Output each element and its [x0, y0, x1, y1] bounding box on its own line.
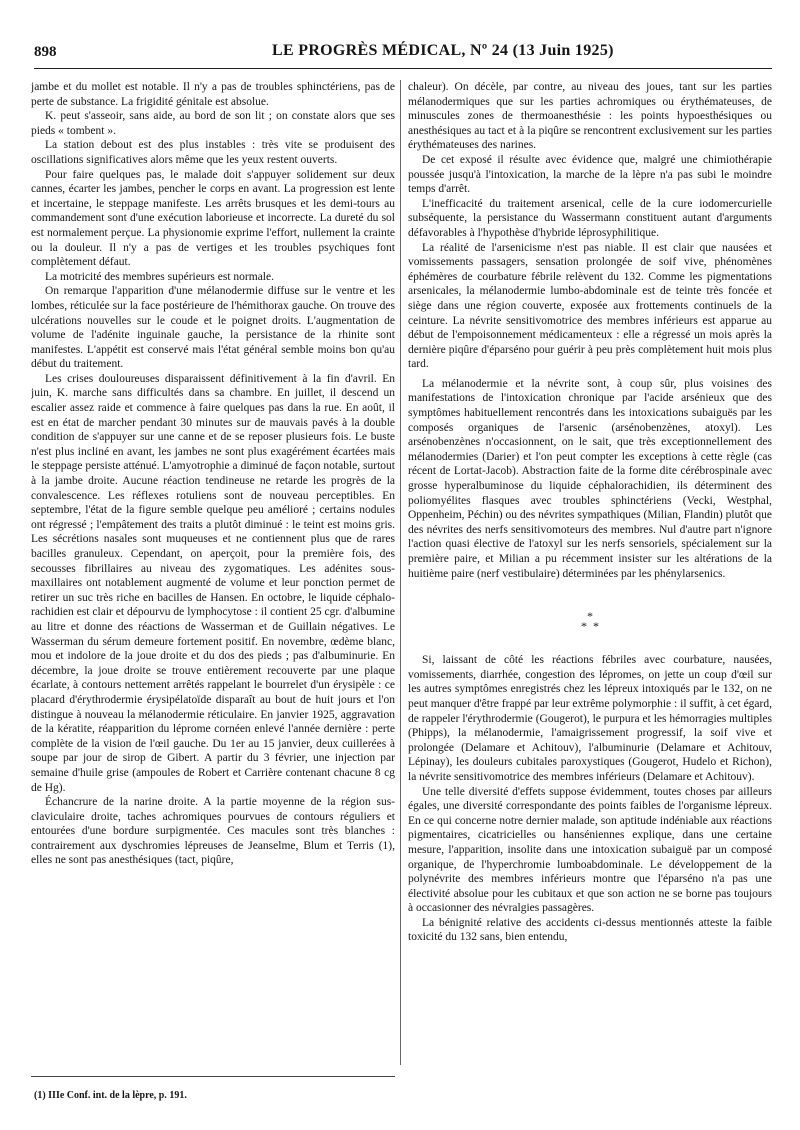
page-number: 898	[34, 44, 57, 60]
paragraph: La bénignité relative des accidents ci-dessus mentionnés atteste la faible toxicité du 132 sans, bien entendu,	[408, 916, 772, 944]
left-column	[31, 80, 395, 1068]
paragraph: La station debout est des plus instables : très vite se produisent des oscillations significatives alors même que les yeux restent ouverts.	[31, 139, 395, 166]
paragraph: La motricité des membres supérieurs est normale.	[45, 270, 274, 283]
paragraph: La mélanodermie et la névrite sont, à coup sûr, plus voisines des manifestations de l'intoxication chronique par l'acide arsénieux que des symptômes habituellement rencontrés dans les intoxications subaiguës par les composés organiques de l'arsenic (arsénobenzènes, atoxyl). Les arsénobenzènes n'occasionnent, on le sait, que très exceptionnellement des mélanodermies (Darier) et l'on peut compter les exceptions à cette règle (cas récent de Lortat-Jacob). Abstraction faite de la forme dite cérébrospinale avec grosse hyperalbuminose du liquide céphalorachidien, ils déterminent des poliomyélites flasques avec troubles sphinctériens (Vecki, Westphal, Oppenheim, Péchin) ou des névrites sympathiques (Milian, Flandin) plutôt que des névrites des nerfs sensitivomoteurs des membres. Nul d'autre part n'ignore l'action quasi élective de l'atoxyl sur les nerfs sensoriels, spécialement sur la première paire, et Milian a pu récemment insister sur les altérations de la huitième paire (nerf vestibulaire) déterminées par les phénylarsenics.	[408, 377, 772, 580]
section-asterism	[408, 609, 772, 634]
page-header	[34, 42, 768, 66]
paragraph: Si, laissant de côté les réactions fébriles avec courbature, nausées, vomissements, diarrhée, congestion des lépromes, on jette un coup d'œil sur les autres symptômes enregistrés chez les lépreux intoxiqués par le 132, on ne peut manquer d'être frappé par leur extrême polymorphie : il suffit, à cet égard, de rappeler l'érythrodermie (Gougerot), le purpura et les hémorragies multiples (Phipps), la mélanodermie, l'amaigrissement progressif, la soif vive et prolongée (Delamare et Achitouv), l'albuminurie (Delamare et Achitouv, Lépinay), les douleurs cubitales paroxystiques (Gougerot, Hudelo et Richon), la névrite sensitivomotrice des membres inférieurs (Delamare et Achitouv).	[408, 654, 772, 783]
footnote: (1) IIIe Conf. int. de la lèpre, p. 191.	[34, 1090, 187, 1101]
paragraph: Les crises douloureuses disparaissent définitivement à la fin d'avril. En juin, K. marche sans difficultés dans sa chambre. En juillet, il descend un escalier assez raide et commence à faire quelques pas dans la rue. En août, il est en état de marcher pendant 30 minutes sur de mauvais pavés à la double condition de s'appuyer sur une canne et de se reposer plusieurs fois. Le buste n'est plus incliné en avant, les jambes ne sont plus exagérément écartées mais le steppage persiste atténué. L'amyotrophie a diminué de façon notable, surtout à la jambe droite. Aucune réaction tendineuse ne retarde les progrès de la convalescence. Les réflexes rotuliens sont de nouveau perceptibles. En septembre, l'état de la figure semble quelque peu amélioré ; certains nodules ont régressé ; l'empâtement des traits a plutôt diminué : le teint est moins gris. Les sécrétions nasales sont muqueuses et ne contiennent plus que de rares bacilles granuleux. Cependant, on aperçoit, pour la première fois, des secousses fibrillaires au niveau des zygomatiques. Les adénites sous-maxillaires ont notablement augmenté de volume et leur ponction permet de retirer un suc très riche en bacilles de Hansen. En octobre, le liquide céphalo-rachidien est clair et dépourvu de lymphocytose : il contient 25 cgr. d'albumine au litre et donne des réactions de Wasserman et de Guillain négatives. Le Wasserman du sérum demeure fortement positif. En novembre, œdème blanc, mou et indolore de la joue droite et du dos des pieds ; pas d'albuminurie. En décembre, la joue droite se trouve entièrement recouverte par une plaque écarlate, à contours nettement arrêtés rappelant le bourrelet d'un érysipèle : ce placard d'érythrodermie érysipélatoïde disparaît au bout de huit jours et l'on distingue à nouveau la mélanodermie réticulaire. En janvier 1925, aggravation de la kératite, réapparition du léprome cornéen enlevé l'année dernière : perte complète de la vision de l'œil gauche. Du 1er au 15 janvier, deux cuillerées à soupe par jour de sirop de Gibert. A partir du 3 février, une injection par semaine d'huile grise (ampoules de Robert et Carrière contenant chacune 8 cg de Hg).	[31, 372, 395, 794]
header-rule	[34, 68, 772, 69]
paragraph: L'inefficacité du traitement arsenical, celle de la cure iodomercurielle subséquente, la persistance du Wassermann constituent autant d'arguments défavorables à l'hypothèse d'hybride léprosyphilitique.	[408, 197, 772, 239]
paragraph: La réalité de l'arsenicisme n'est pas niable. Il est clair que nausées et vomissements passagers, sensation prolongée de soif vive, phénomènes éphémères de courbature fébrile relèvent du 132. Comme les pigmentations arsenicales, la mélanodermie lumbo-abdominale est de teinte très foncée et siège dans une région couverte, exposée aux frottements continuels de la ceinture. La névrite sensitivomotrice des membres inférieurs est apparue au début de l'empoisonnement médicamenteux : elle a régressé un mois après la dernière piqûre d'éparséno pour guérir à peu près complètement huit mois plus tard.	[408, 241, 772, 371]
paragraph: Échancrure de la narine droite. A la partie moyenne de la région sus-claviculaire droite, taches achromiques pourvues de contours réguliers et entourées d'une bordure surpigmentée. Ces macules sont très blanches : contrairement aux dyschromies lépreuses de Jeanselme, Blum et Terris (1), elles ne sont pas anesthésiques (tact, piqûre,	[31, 796, 395, 867]
paragraph: chaleur). On décèle, par contre, au niveau des joues, tant sur les parties mélanodermiques que sur les parties achromiques ou érythémateuses, de minuscules zones de thermoanesthésie : les points hypoesthésiques ou anesthésiques au tact et à la piqûre se rencontrent exclusivement sur les parties érythémateuses des narines.	[408, 81, 772, 152]
paragraph: De cet exposé il résulte avec évidence que, malgré une chimiothérapie poussée jusqu'à l'intoxication, la marche de la lèpre n'a pas subi le moindre temps d'arrêt.	[408, 153, 772, 196]
asterism-star: *	[593, 619, 599, 634]
asterism-star: *	[581, 619, 587, 634]
asterism-star-pair	[408, 619, 772, 634]
paragraph: K. peut s'asseoir, sans aide, au bord de son lit ; on constate alors que ses pieds « tombent ».	[31, 110, 395, 137]
paragraph: On remarque l'apparition d'une mélanodermie diffuse sur le ventre et les lombes, réticulée sur la face postérieure de l'hémithorax gauche. On trouve des ulcérations nouvelles sur le coude et le poignet droits. L'augmentation de volume de l'adénite inguinale gauche, la persistance de la rhinite sont manifestes. L'appétit est conservé mais l'état général semble moins bon qu'au début du traitement.	[31, 285, 395, 371]
paragraph: jambe et du mollet est notable. Il n'y a pas de troubles sphinctériens, pas de perte de substance. La frigidité génitale est absolue.	[31, 81, 395, 108]
paragraph: Une telle diversité d'effets suppose évidemment, toutes choses par ailleurs égales, une diversité correspondante des points faibles de l'organisme lépreux. En ce qui concerne notre dernier malade, son aptitude indéniable aux réactions pigmentaires, cicatricielles ou hanséniennes explique, dans une certaine mesure, l'apparition, insolite dans une intoxication subaiguë par un composé organique, de l'hyperchromie lumboabdominale. Le développement de la polynévrite des membres inférieurs montre que l'éparséno n'a pas une électivité absolue pour les cubitaux et que son action ne se borne pas toujours à occasionner des névralgies passagères.	[408, 785, 772, 915]
paragraph: Pour faire quelques pas, le malade doit s'appuyer solidement sur deux cannes, écarter les jambes, pencher le corps en avant. La progression est lente et incertaine, le steppage manifeste. Les arrêts brusques et les demi-tours au commandement sont d'une exécution laborieuse et incorrecte. La dureté du sol est normalement perçue. La physionomie exprime l'effort, nullement la crainte ou la douleur. Il n'y a pas de vertiges et les troubles psychiques font complètement défaut.	[31, 168, 395, 269]
right-column	[408, 80, 772, 1068]
running-head: LE PROGRÈS MÉDICAL, Nº 24 (13 Juin 1925)	[272, 42, 614, 59]
column-rule	[400, 80, 401, 1065]
asterism-star: *	[587, 609, 593, 624]
footnote-rule	[31, 1076, 395, 1077]
